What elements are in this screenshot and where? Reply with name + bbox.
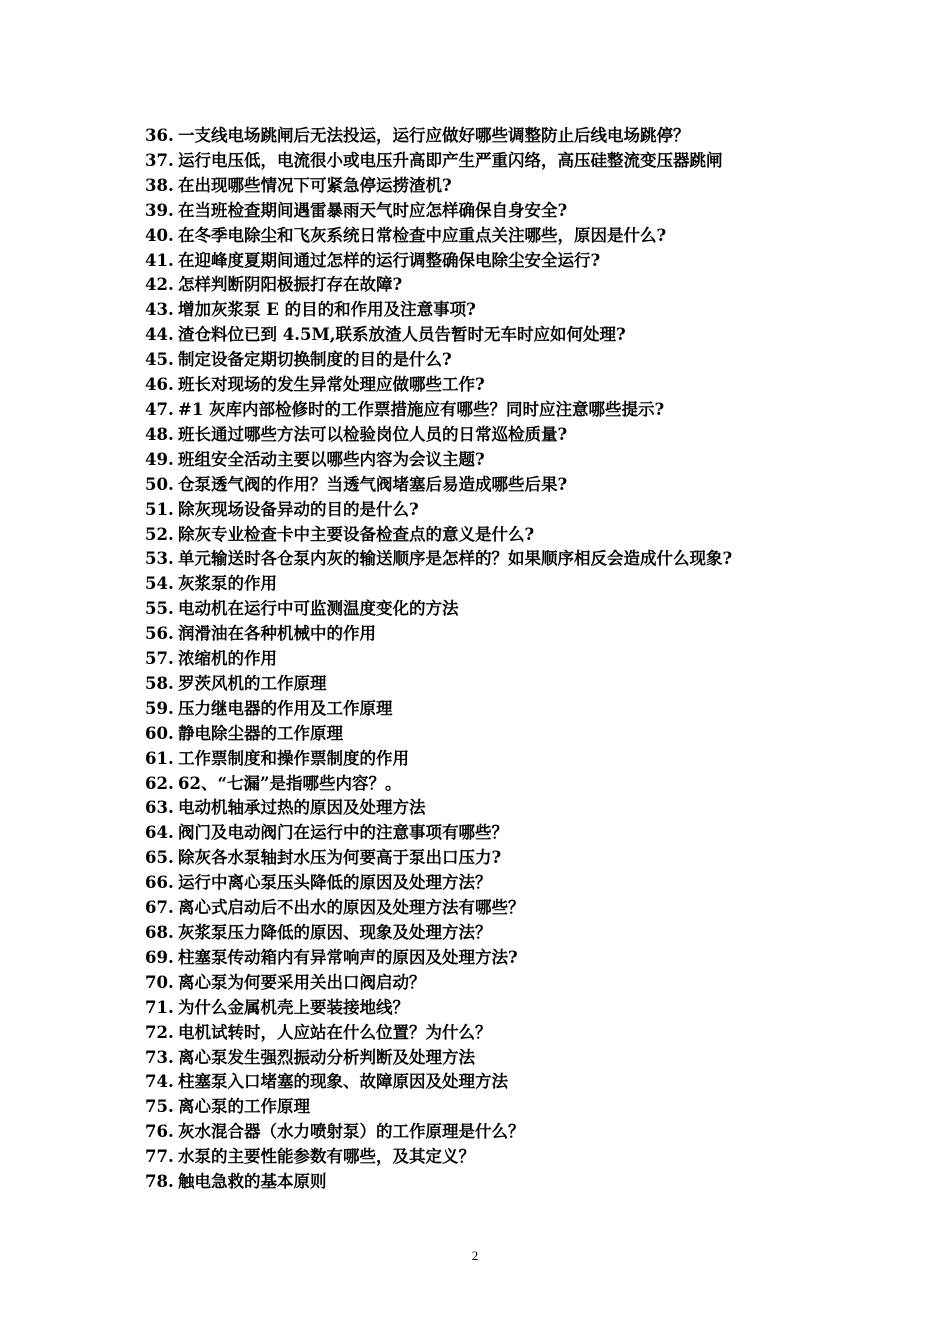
question-number: 40.	[145, 225, 174, 245]
question-text: 运行电压低，电流很小或电压升高即产生严重闪络，高压硅整流变压器跳闸	[178, 150, 723, 170]
question-text: 在冬季电除尘和飞灰系统日常检查中应重点关注哪些，原因是什么?	[178, 225, 667, 245]
question-number: 39.	[145, 200, 174, 220]
question-item	[145, 273, 825, 298]
question-number: 59.	[145, 698, 174, 718]
question-number: 57.	[145, 649, 174, 669]
question-text: 水泵的主要性能参数有哪些，及其定义？	[178, 1147, 475, 1167]
question-item	[145, 572, 825, 597]
question-item	[145, 946, 825, 971]
question-list	[145, 124, 825, 1195]
question-number: 44.	[145, 325, 174, 345]
question-number: 54.	[145, 574, 174, 594]
question-number: 77.	[145, 1147, 174, 1167]
question-item	[145, 199, 825, 224]
question-number: 36.	[145, 126, 174, 145]
question-text: 阀门及电动阀门在运行中的注意事项有哪些？	[178, 823, 508, 843]
question-item	[145, 1170, 825, 1195]
question-text: 为什么金属机壳上要装接地线？	[178, 997, 409, 1017]
question-number: 51.	[145, 499, 174, 519]
question-item	[145, 448, 825, 473]
question-text: 离心泵为何要采用关出口阀启动？	[178, 972, 426, 992]
question-text: 离心泵的工作原理	[178, 1097, 310, 1117]
question-text: 渣仓料位已到 4.5M,联系放渣人员告暂时无车时应如何处理?	[178, 325, 626, 345]
question-item	[145, 647, 825, 672]
question-number: 48.	[145, 424, 174, 444]
question-text: 润滑油在各种机械中的作用	[178, 624, 376, 644]
question-text: 离心泵发生强烈振动分析判断及处理方法	[178, 1047, 475, 1067]
question-number: 67.	[145, 898, 174, 918]
question-item	[145, 1120, 825, 1145]
question-text: 罗茨风机的工作原理	[178, 673, 327, 693]
question-item	[145, 1021, 825, 1046]
question-number: 60.	[145, 723, 174, 743]
question-number: 43.	[145, 300, 174, 320]
question-text: 增加灰浆泵 E 的目的和作用及注意事项?	[178, 300, 476, 320]
question-text: 班长通过哪些方法可以检验岗位人员的日常巡检质量?	[178, 424, 568, 444]
question-item	[145, 1145, 825, 1170]
question-number: 42.	[145, 275, 174, 295]
question-item	[145, 697, 825, 722]
question-number: 65.	[145, 848, 174, 868]
question-number: 72.	[145, 1022, 174, 1042]
question-number: 74.	[145, 1072, 174, 1092]
question-number: 52.	[145, 524, 174, 544]
question-text: 运行中离心泵压头降低的原因及处理方法？	[178, 873, 492, 893]
question-text: 触电急救的基本原则	[178, 1172, 327, 1192]
question-text: 班长对现场的发生异常处理应做哪些工作?	[178, 375, 485, 395]
question-item	[145, 672, 825, 697]
question-item	[145, 846, 825, 871]
question-number: 38.	[145, 175, 174, 195]
question-item	[145, 174, 825, 199]
question-text: 电动机轴承过热的原因及处理方法	[178, 798, 426, 818]
question-item	[145, 149, 825, 174]
question-text: 柱塞泵传动箱内有异常响声的原因及处理方法?	[178, 947, 518, 967]
page-number: 2	[471, 1248, 479, 1263]
question-number: 61.	[145, 748, 174, 768]
question-item	[145, 722, 825, 747]
question-item	[145, 298, 825, 323]
question-text: 在当班检查期间遇雷暴雨天气时应怎样确保自身安全?	[178, 200, 568, 220]
question-number: 37.	[145, 150, 174, 170]
question-item	[145, 398, 825, 423]
question-number: 76.	[145, 1122, 174, 1142]
question-number: 63.	[145, 798, 174, 818]
question-text: 浓缩机的作用	[178, 649, 277, 669]
question-item	[145, 323, 825, 348]
question-number: 46.	[145, 375, 174, 395]
question-text: 在出现哪些情况下可紧急停运捞渣机?	[178, 175, 452, 195]
question-number: 69.	[145, 947, 174, 967]
question-text: 压力继电器的作用及工作原理	[178, 698, 393, 718]
question-item	[145, 1046, 825, 1071]
question-item	[145, 871, 825, 896]
question-text: 62、“七漏”是指哪些内容？。	[178, 773, 402, 793]
question-item	[145, 224, 825, 249]
question-text: 灰浆泵压力降低的原因、现象及处理方法？	[178, 923, 492, 942]
question-item	[145, 373, 825, 398]
question-item	[145, 523, 825, 548]
question-text: 单元输送时各仓泵内灰的输送顺序是怎样的？如果顺序相反会造成什么现象?	[178, 549, 733, 569]
question-text: 工作票制度和操作票制度的作用	[178, 748, 409, 768]
question-number: 55.	[145, 599, 174, 619]
question-item	[145, 597, 825, 622]
question-text: 灰水混合器（水力喷射泵）的工作原理是什么？	[178, 1122, 525, 1142]
question-text: 除灰各水泵轴封水压为何要高于泵出口压力?	[178, 848, 502, 868]
question-text: 怎样判断阴阳极振打存在故障?	[178, 275, 403, 295]
question-number: 53.	[145, 549, 174, 569]
question-number: 45.	[145, 350, 174, 370]
question-number: 68.	[145, 923, 174, 942]
question-item	[145, 821, 825, 846]
question-number: 50.	[145, 474, 174, 494]
question-item	[145, 473, 825, 498]
question-number: 73.	[145, 1047, 174, 1067]
question-item	[145, 348, 825, 373]
question-text: 除灰专业检查卡中主要设备检查点的意义是什么?	[178, 524, 535, 544]
question-item	[145, 622, 825, 647]
question-number: 70.	[145, 972, 174, 992]
question-number: 71.	[145, 997, 174, 1017]
question-item	[145, 996, 825, 1021]
question-number: 66.	[145, 873, 174, 893]
question-item	[145, 498, 825, 523]
question-item	[145, 124, 825, 149]
question-item	[145, 772, 825, 797]
question-text: 除灰现场设备异动的目的是什么?	[178, 499, 419, 519]
question-text: 电动机在运行中可监测温度变化的方法	[178, 599, 459, 619]
question-item	[145, 1070, 825, 1095]
question-text: #1 灰库内部检修时的工作票措施应有哪些？同时应注意哪些提示?	[178, 399, 665, 419]
question-number: 56.	[145, 624, 174, 644]
question-item	[145, 547, 825, 572]
question-number: 78.	[145, 1172, 174, 1192]
question-text: 仓泵透气阀的作用？当透气阀堵塞后易造成哪些后果?	[178, 474, 568, 494]
question-text: 静电除尘器的工作原理	[178, 723, 343, 743]
question-text: 柱塞泵入口堵塞的现象、故障原因及处理方法	[178, 1072, 508, 1092]
question-item	[145, 249, 825, 274]
question-number: 49.	[145, 449, 174, 469]
question-item	[145, 423, 825, 448]
question-text: 在迎峰度夏期间通过怎样的运行调整确保电除尘安全运行?	[178, 250, 601, 270]
question-text: 电机试转时，人应站在什么位置？为什么？	[178, 1022, 492, 1042]
question-item	[145, 921, 825, 946]
question-number: 58.	[145, 673, 174, 693]
question-number: 64.	[145, 823, 174, 843]
question-text: 一支线电场跳闸后无法投运，运行应做好哪些调整防止后线电场跳停？	[178, 126, 690, 145]
question-item	[145, 747, 825, 772]
question-text: 离心式启动后不出水的原因及处理方法有哪些？	[178, 898, 525, 918]
question-text: 灰浆泵的作用	[178, 574, 277, 594]
question-text: 班组安全活动主要以哪些内容为会议主题?	[178, 449, 485, 469]
question-text: 制定设备定期切换制度的目的是什么?	[178, 350, 452, 370]
question-number: 62.	[145, 773, 174, 793]
question-number: 75.	[145, 1097, 174, 1117]
question-item	[145, 896, 825, 921]
question-number: 41.	[145, 250, 174, 270]
question-item	[145, 1095, 825, 1120]
question-number: 47.	[145, 399, 174, 419]
question-item	[145, 796, 825, 821]
question-item	[145, 971, 825, 996]
